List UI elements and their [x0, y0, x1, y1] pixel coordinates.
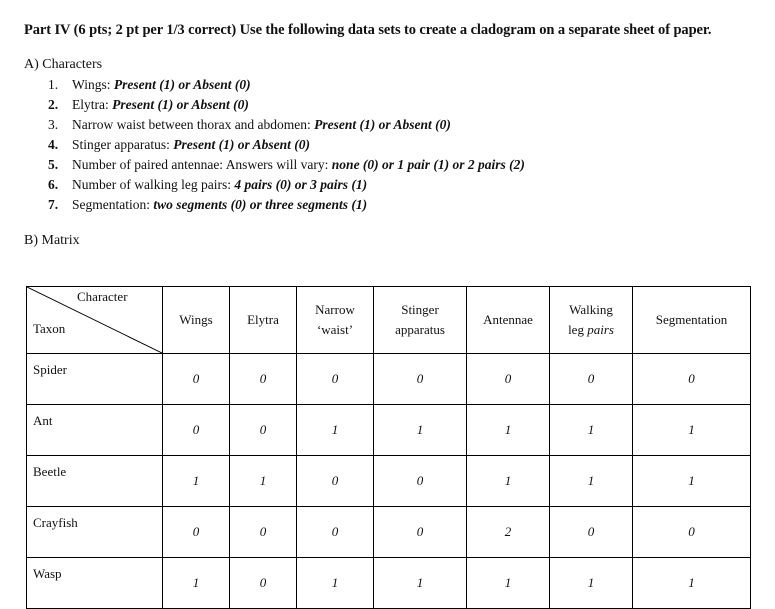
table-row	[27, 507, 751, 558]
header-elytra: Elytra	[230, 287, 297, 354]
value-cell: 1	[550, 558, 633, 609]
taxon-cell: Beetle	[27, 456, 163, 507]
corner-header-cell	[27, 287, 163, 354]
value-cell: 0	[297, 456, 374, 507]
character-answer: Present (1) or Absent (0)	[113, 77, 251, 92]
character-number: 6.	[48, 177, 59, 192]
value-cell: 0	[297, 354, 374, 405]
corner-taxon-label: Taxon	[33, 321, 66, 336]
value-cell: 1	[633, 558, 751, 609]
character-item	[48, 155, 525, 175]
value-cell: 0	[550, 507, 633, 558]
page-title: Part IV (6 pts; 2 pt per 1/3 correct) Use the following data sets to create a cladogram on a separate sheet of paper.	[24, 22, 712, 38]
header-walking-line2a: leg	[568, 322, 588, 337]
value-cell: 0	[163, 405, 230, 456]
header-stinger-line1: Stinger	[401, 302, 439, 317]
value-cell: 0	[633, 354, 751, 405]
section-b-heading: B) Matrix	[24, 233, 80, 248]
value-cell: 1	[467, 456, 550, 507]
header-stinger	[374, 287, 467, 354]
value-cell: 2	[467, 507, 550, 558]
value-cell: 0	[374, 507, 467, 558]
value-cell: 1	[374, 558, 467, 609]
character-matrix-table	[26, 286, 751, 609]
character-item	[48, 195, 525, 215]
table-row	[27, 354, 751, 405]
characters-list	[48, 75, 525, 215]
character-number: 2.	[48, 97, 59, 112]
character-number: 3.	[48, 117, 59, 132]
value-cell: 1	[467, 405, 550, 456]
character-label: Wings:	[72, 77, 114, 92]
character-label: Stinger apparatus:	[72, 137, 174, 152]
character-answer: Present (1) or Absent (0)	[112, 97, 249, 112]
table-row	[27, 405, 751, 456]
value-cell: 1	[163, 456, 230, 507]
value-cell: 1	[633, 405, 751, 456]
character-item	[48, 135, 525, 155]
header-segmentation: Segmentation	[633, 287, 751, 354]
character-answer: 4 pairs (0) or 3 pairs (1)	[234, 177, 368, 192]
value-cell: 1	[467, 558, 550, 609]
value-cell: 0	[633, 507, 751, 558]
taxon-cell: Spider	[27, 354, 163, 405]
character-number: 5.	[48, 157, 59, 172]
character-label: Narrow waist between thorax and abdomen:	[72, 117, 315, 132]
value-cell: 0	[230, 507, 297, 558]
value-cell: 0	[467, 354, 550, 405]
character-number: 7.	[48, 197, 59, 212]
value-cell: 0	[230, 354, 297, 405]
header-antennae: Antennae	[467, 287, 550, 354]
value-cell: 0	[163, 507, 230, 558]
corner-character-label: Character	[77, 289, 128, 304]
character-label: Elytra:	[72, 97, 113, 112]
value-cell: 0	[374, 354, 467, 405]
taxon-cell: Wasp	[27, 558, 163, 609]
value-cell: 1	[633, 456, 751, 507]
value-cell: 0	[550, 354, 633, 405]
character-number: 4.	[48, 137, 59, 152]
value-cell: 0	[230, 558, 297, 609]
value-cell: 1	[163, 558, 230, 609]
character-item	[48, 95, 525, 115]
table-row	[27, 456, 751, 507]
character-item	[48, 175, 525, 195]
character-answer: none (0) or 1 pair (1) or 2 pairs (2)	[331, 157, 525, 172]
value-cell: 1	[550, 456, 633, 507]
value-cell: 0	[163, 354, 230, 405]
table-row	[27, 558, 751, 609]
value-cell: 1	[230, 456, 297, 507]
taxon-cell: Ant	[27, 405, 163, 456]
header-wings: Wings	[163, 287, 230, 354]
header-walking-line1: Walking	[569, 302, 613, 317]
header-stinger-line2: apparatus	[395, 322, 445, 337]
character-item	[48, 115, 525, 135]
section-a-heading: A) Characters	[24, 57, 103, 72]
character-answer: Present (1) or Absent (0)	[173, 137, 310, 152]
character-label: Segmentation:	[72, 197, 154, 212]
value-cell: 0	[374, 456, 467, 507]
character-answer: Present (1) or Absent (0)	[314, 117, 451, 132]
character-answer: two segments (0) or three segments (1)	[153, 197, 368, 212]
header-narrow-line1: Narrow	[315, 302, 355, 317]
character-label: Number of paired antennae: Answers will vary:	[72, 157, 332, 172]
taxon-cell: Crayfish	[27, 507, 163, 558]
value-cell: 0	[230, 405, 297, 456]
value-cell: 1	[374, 405, 467, 456]
value-cell: 1	[550, 405, 633, 456]
character-label: Number of walking leg pairs:	[72, 177, 235, 192]
header-narrow-line2: ‘waist’	[316, 322, 354, 337]
character-item	[48, 75, 525, 95]
value-cell: 1	[297, 405, 374, 456]
header-walking-legs	[550, 287, 633, 354]
character-number: 1.	[48, 77, 59, 92]
value-cell: 0	[297, 507, 374, 558]
value-cell: 1	[297, 558, 374, 609]
header-narrow-waist	[297, 287, 374, 354]
table-header-row	[27, 287, 751, 354]
header-walking-line2b: pairs	[587, 322, 614, 337]
